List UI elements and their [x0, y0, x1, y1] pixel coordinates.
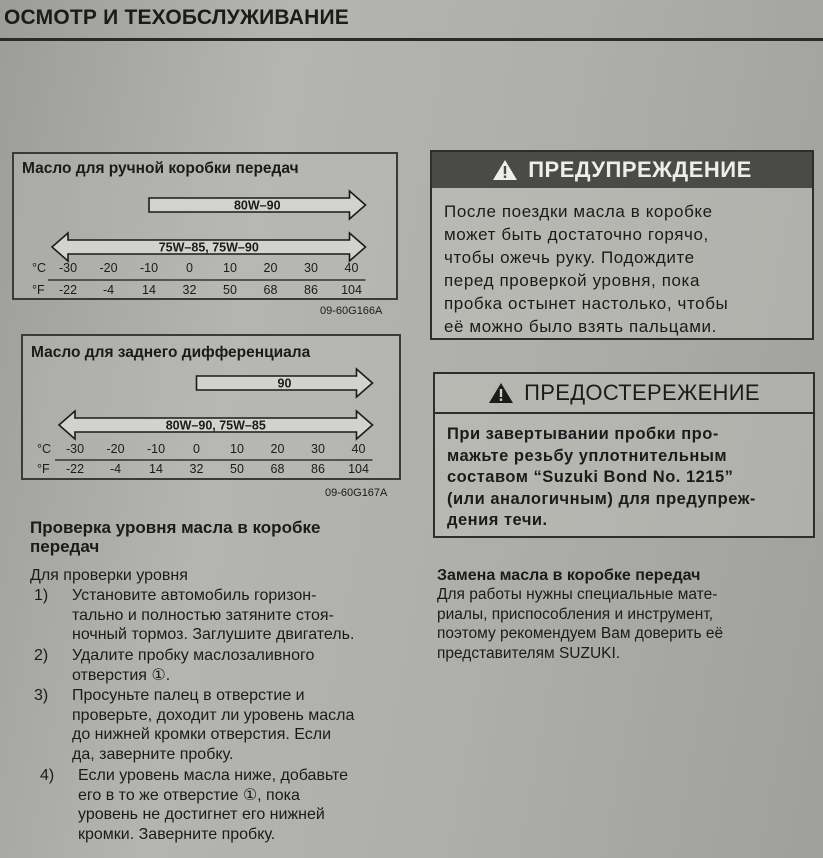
list-number: 3) [34, 687, 49, 704]
header-rule [0, 38, 823, 41]
replace-section-text [437, 585, 723, 663]
fahrenheit-tick-label: -4 [109, 462, 122, 476]
celsius-tick-label: 30 [304, 261, 318, 275]
viscosity-band-label: 75W–85, 75W–90 [158, 240, 259, 255]
celsius-tick-label: 0 [193, 442, 200, 456]
figure-code: 09-60G167A [325, 487, 388, 499]
viscosity-band-label: 80W–90, 75W–85 [165, 418, 266, 433]
chart-graphic [14, 154, 400, 302]
fahrenheit-tick-label: -22 [65, 462, 85, 476]
celsius-tick-label: 20 [270, 442, 285, 456]
celsius-tick-label: -20 [99, 261, 118, 275]
fahrenheit-unit-label: °F [37, 462, 50, 476]
check-section-heading [30, 518, 320, 556]
page-header-title: ОСМОТР И ТЕХОБСЛУЖИВАНИЕ [4, 6, 349, 29]
caution-text [447, 424, 756, 532]
fahrenheit-tick-label: 68 [270, 462, 285, 476]
step-line: ночный тормоз. Заглушите двигатель. [72, 626, 355, 643]
step-line: Если уровень масла ниже, добавьте [78, 767, 349, 784]
list-number: 2) [34, 647, 49, 664]
fahrenheit-tick-label: 32 [189, 462, 204, 476]
celsius-tick-label: 30 [311, 442, 325, 456]
replace-line: поэтому рекомендуем Вам доверить её [437, 625, 724, 642]
replace-line: риалы, приспособления и инструмент, [437, 605, 714, 623]
step-line: Просуньте палец в отверстие и [72, 687, 305, 704]
fahrenheit-tick-label: 50 [230, 462, 244, 476]
step-line: до нижней кромки отверстия. Если [72, 726, 332, 743]
chart-title: Масло для заднего дифференциала [31, 344, 311, 361]
viscosity-band-label: 80W–90 [233, 198, 281, 213]
fahrenheit-tick-label: 86 [304, 283, 318, 297]
caution-line: (или аналогичным) для предупреж- [447, 489, 756, 508]
celsius-tick-label: -10 [146, 442, 166, 456]
warning-box [430, 150, 814, 340]
warning-line: пробка остынет настолько, чтобы [444, 294, 729, 313]
replace-line: представителям SUZUKI. [437, 644, 621, 662]
caution-line: составом “Suzuki Bond No. 1215” [447, 468, 734, 486]
replace-section-heading: Замена масла в коробке передач [437, 567, 701, 584]
fahrenheit-tick-label: -4 [102, 283, 115, 297]
caution-triangle-icon [488, 382, 514, 404]
step-line: тально и полностью затяните стоя- [72, 606, 334, 624]
warning-title: ПРЕДУПРЕЖДЕНИЕ [528, 157, 752, 182]
warning-line: её можно было взять пальцами. [444, 317, 717, 336]
replace-line: Для работы нужны специальные мате- [437, 586, 718, 603]
step-line: уровень не достигнет его нижней [78, 806, 325, 823]
list-number: 4) [40, 767, 55, 784]
step-line: да, заверните пробку. [72, 745, 234, 763]
check-intro: Для проверки уровня [30, 567, 188, 584]
celsius-tick-label: 40 [344, 261, 359, 275]
fahrenheit-tick-label: 104 [348, 462, 369, 476]
warning-line: может быть достаточно горячо, [444, 225, 709, 244]
step-line: кромки. Заверните пробку. [78, 825, 276, 843]
fahrenheit-tick-label: 14 [149, 462, 163, 476]
warning-line: перед проверкой уровня, пока [444, 271, 701, 290]
warning-triangle-icon [492, 159, 518, 181]
viscosity-band-label: 90 [277, 376, 292, 391]
chart-title: Масло для ручной коробки передач [22, 160, 299, 177]
step-line: его в то же отверстие ①, пока [78, 786, 300, 804]
fahrenheit-tick-label: 50 [223, 283, 237, 297]
celsius-tick-label: 0 [186, 261, 193, 275]
heading-line: Проверка уровня масла в коробке [30, 518, 321, 537]
celsius-tick-label: 10 [230, 442, 244, 456]
fahrenheit-unit-label: °F [32, 283, 45, 297]
caution-line: мажьте резьбу уплотнительным [447, 446, 728, 465]
celsius-tick-label: 20 [263, 261, 278, 275]
step-line: Установите автомобиль горизон- [72, 587, 317, 604]
warning-header [432, 152, 812, 188]
fahrenheit-tick-label: 14 [142, 283, 156, 297]
celsius-tick-label: -10 [139, 261, 159, 275]
fahrenheit-tick-label: 104 [341, 283, 362, 297]
warning-line: чтобы ожечь руку. Подождите [444, 248, 695, 267]
fahrenheit-tick-label: 86 [311, 462, 325, 476]
caution-header [435, 374, 813, 414]
fahrenheit-tick-label: -22 [58, 283, 78, 297]
fahrenheit-tick-label: 32 [182, 283, 197, 297]
caution-line: При завертывании пробки про- [447, 425, 719, 443]
warning-text [444, 200, 728, 338]
chart-rear-differential-oil [21, 334, 401, 480]
step-line: проверьте, доходит ли уровень масла [72, 706, 355, 724]
caution-line: дения течи. [447, 511, 548, 529]
celsius-tick-label: -30 [58, 261, 78, 275]
caution-box [433, 372, 815, 538]
caution-title: ПРЕДОСТЕРЕЖЕНИЕ [524, 380, 760, 405]
warning-line: После поездки масла в коробке [444, 202, 713, 221]
list-number: 1) [34, 587, 49, 604]
celsius-tick-label: 10 [223, 261, 237, 275]
figure-code: 09-60G166A [320, 305, 383, 317]
heading-line: передач [30, 537, 100, 556]
celsius-tick-label: -30 [65, 442, 85, 456]
fahrenheit-tick-label: 68 [263, 283, 278, 297]
celsius-unit-label: °C [32, 261, 47, 275]
step-line: отверстия ①. [72, 666, 171, 684]
celsius-tick-label: -20 [106, 442, 125, 456]
celsius-unit-label: °C [37, 442, 52, 456]
step-line: Удалите пробку маслозаливного [72, 647, 315, 664]
chart-manual-transmission-oil [12, 152, 398, 300]
chart-graphic [23, 336, 403, 482]
celsius-tick-label: 40 [351, 442, 366, 456]
